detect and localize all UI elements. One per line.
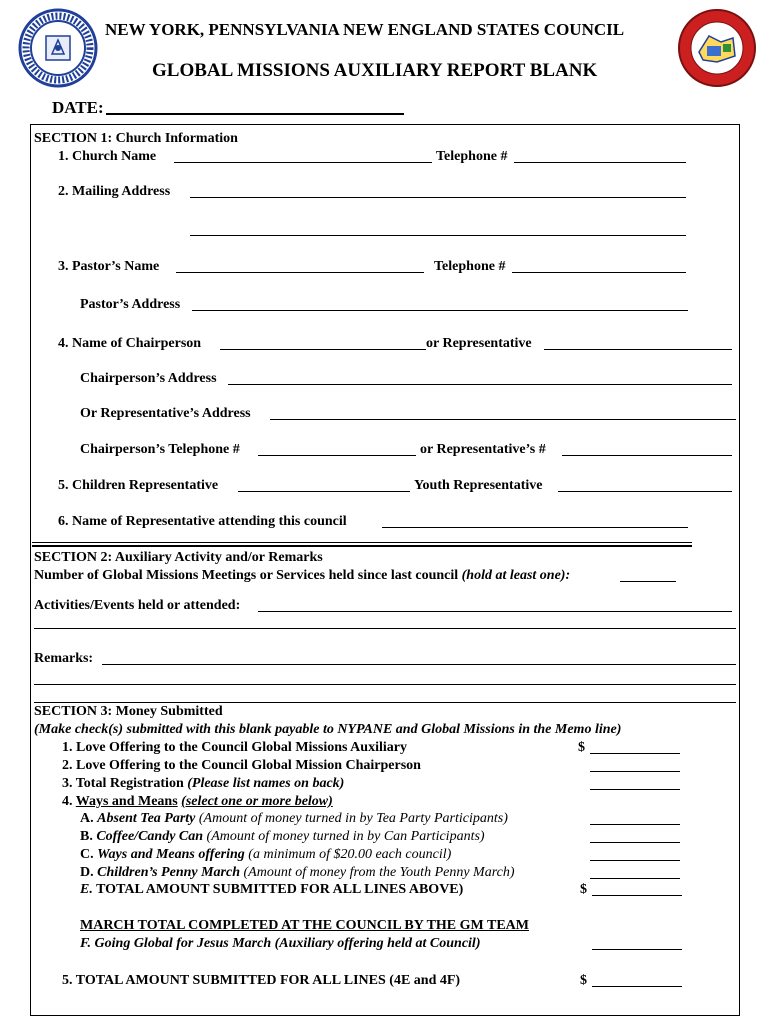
youth-representative-field[interactable] bbox=[558, 491, 732, 492]
item-d-label bbox=[80, 865, 515, 881]
payment-instruction: (Make check(s) submitted with this blank payable to NYPANE and Global Missions in the Memo line) bbox=[34, 722, 622, 737]
church-name-label: 1. Church Name bbox=[58, 149, 157, 164]
pastor-address-field[interactable] bbox=[192, 310, 688, 311]
item-d-amount-field[interactable] bbox=[590, 878, 680, 879]
pastor-telephone-label: Telephone # bbox=[434, 259, 506, 274]
church-name-field[interactable] bbox=[174, 162, 432, 163]
page-title: GLOBAL MISSIONS AUXILIARY REPORT BLANK bbox=[152, 60, 598, 81]
mailing-address-label: 2. Mailing Address bbox=[58, 184, 171, 199]
item4-note: (select one or more below) bbox=[181, 794, 333, 809]
chairperson-address-label: Chairperson’s Address bbox=[80, 371, 217, 386]
item-c-bold: Ways and Means offering bbox=[97, 847, 245, 862]
children-representative-field[interactable] bbox=[238, 491, 410, 492]
section2-heading: SECTION 2: Auxiliary Activity and/or Remarks bbox=[34, 550, 323, 565]
meetings-count-field[interactable] bbox=[620, 581, 676, 582]
pastor-name-label: 3. Pastor’s Name bbox=[58, 259, 160, 274]
item2-label: 2. Love Offering to the Council Global Mission Chairperson bbox=[62, 758, 421, 773]
section3-divider bbox=[34, 702, 736, 703]
item-c-note: (a minimum of $20.00 each council) bbox=[248, 847, 452, 862]
item-e-text: TOTAL AMOUNT SUBMITTED FOR ALL LINES ABOVE) bbox=[96, 882, 464, 897]
telephone-label: Telephone # bbox=[436, 149, 508, 164]
church-telephone-field[interactable] bbox=[514, 162, 686, 163]
chairperson-name-label: 4. Name of Chairperson bbox=[58, 336, 202, 351]
meetings-note: (hold at least one): bbox=[461, 568, 571, 583]
representative-address-field[interactable] bbox=[270, 419, 736, 420]
pentecostal-churches-seal-icon bbox=[18, 8, 98, 88]
item3-amount-field[interactable] bbox=[590, 789, 680, 790]
item-d-note: (Amount of money from the Youth Penny March) bbox=[243, 865, 515, 880]
youth-representative-label: Youth Representative bbox=[414, 478, 543, 493]
item-f-amount-field[interactable] bbox=[592, 949, 682, 950]
mailing-address-field[interactable] bbox=[190, 197, 686, 198]
item-a-letter: A. bbox=[80, 811, 94, 826]
item1-label: 1. Love Offering to the Council Global Missions Auxiliary bbox=[62, 740, 407, 755]
item-e-amount-field[interactable] bbox=[592, 895, 682, 896]
item-d-letter: D. bbox=[80, 865, 94, 880]
date-field[interactable] bbox=[106, 113, 404, 115]
section3-heading: SECTION 3: Money Submitted bbox=[34, 704, 223, 719]
item-a-note: (Amount of money turned in by Tea Party Participants) bbox=[198, 811, 508, 826]
remarks-label: Remarks: bbox=[34, 651, 94, 666]
section-divider bbox=[32, 542, 692, 543]
council-name: NEW YORK, PENNSYLVANIA NEW ENGLAND STATES COUNCIL bbox=[105, 20, 625, 39]
item-c-amount-field[interactable] bbox=[590, 860, 680, 861]
item1-dollar: $ bbox=[578, 740, 585, 755]
item3-label bbox=[62, 776, 344, 792]
item4-text: Ways and Means bbox=[75, 794, 178, 809]
attending-representative-field[interactable] bbox=[382, 527, 688, 528]
activities-field-2[interactable] bbox=[34, 628, 736, 629]
item2-amount-field[interactable] bbox=[590, 771, 680, 772]
item-e-dollar: $ bbox=[580, 882, 587, 897]
pastor-address-label: Pastor’s Address bbox=[80, 297, 181, 312]
item-b-label bbox=[80, 829, 485, 845]
date-label: DATE: bbox=[52, 98, 104, 117]
item5-amount-field[interactable] bbox=[592, 986, 682, 987]
remarks-field-2[interactable] bbox=[34, 684, 736, 685]
nypane-council-seal-icon bbox=[677, 6, 757, 92]
pastor-telephone-field[interactable] bbox=[512, 272, 686, 273]
meetings-label bbox=[34, 568, 570, 584]
item-b-letter: B. bbox=[80, 829, 93, 844]
pastor-name-field[interactable] bbox=[176, 272, 424, 273]
representative-label: or Representative bbox=[426, 336, 532, 351]
item-d-bold: Children’s Penny March bbox=[97, 865, 240, 880]
item1-amount-field[interactable] bbox=[590, 753, 680, 754]
remarks-field[interactable] bbox=[102, 664, 736, 665]
children-representative-label: 5. Children Representative bbox=[58, 478, 219, 493]
item3-note: (Please list names on back) bbox=[187, 776, 345, 791]
meetings-text: Number of Global Missions Meetings or Services held since last council bbox=[34, 568, 459, 583]
item3-text: 3. Total Registration bbox=[62, 776, 184, 791]
item-c-letter: C. bbox=[80, 847, 94, 862]
item4-number: 4. bbox=[62, 794, 73, 809]
representative-address-label: Or Representative’s Address bbox=[80, 406, 251, 421]
item4-label bbox=[62, 794, 333, 810]
mailing-address-field-2[interactable] bbox=[190, 235, 686, 236]
chairperson-name-field[interactable] bbox=[220, 349, 426, 350]
chairperson-telephone-field[interactable] bbox=[258, 455, 416, 456]
attending-representative-label: 6. Name of Representative attending this council bbox=[58, 514, 347, 529]
chairperson-address-field[interactable] bbox=[228, 384, 732, 385]
section-divider-2 bbox=[32, 545, 692, 547]
representative-number-label: or Representative’s # bbox=[420, 442, 546, 457]
item-b-amount-field[interactable] bbox=[590, 842, 680, 843]
item-a-label bbox=[80, 811, 508, 827]
item-c-label bbox=[80, 847, 451, 863]
item5-label: 5. TOTAL AMOUNT SUBMITTED FOR ALL LINES (4E and 4F) bbox=[62, 973, 461, 988]
march-heading: MARCH TOTAL COMPLETED AT THE COUNCIL BY THE GM TEAM bbox=[80, 918, 529, 933]
item-e-label bbox=[80, 882, 463, 898]
item-f-label: F. Going Global for Jesus March (Auxiliary offering held at Council) bbox=[80, 936, 481, 951]
representative-name-field[interactable] bbox=[544, 349, 732, 350]
item-a-amount-field[interactable] bbox=[590, 824, 680, 825]
item-e-letter: E. bbox=[80, 882, 93, 897]
activities-label: Activities/Events held or attended: bbox=[34, 598, 241, 613]
item5-dollar: $ bbox=[580, 973, 587, 988]
activities-field[interactable] bbox=[258, 611, 732, 612]
chairperson-telephone-label: Chairperson’s Telephone # bbox=[80, 442, 240, 457]
item-b-bold: Coffee/Candy Can bbox=[96, 829, 204, 844]
representative-number-field[interactable] bbox=[562, 455, 732, 456]
item-b-note: (Amount of money turned in by Can Participants) bbox=[206, 829, 485, 844]
section1-heading: SECTION 1: Church Information bbox=[34, 131, 238, 146]
item-a-bold: Absent Tea Party bbox=[97, 811, 196, 826]
